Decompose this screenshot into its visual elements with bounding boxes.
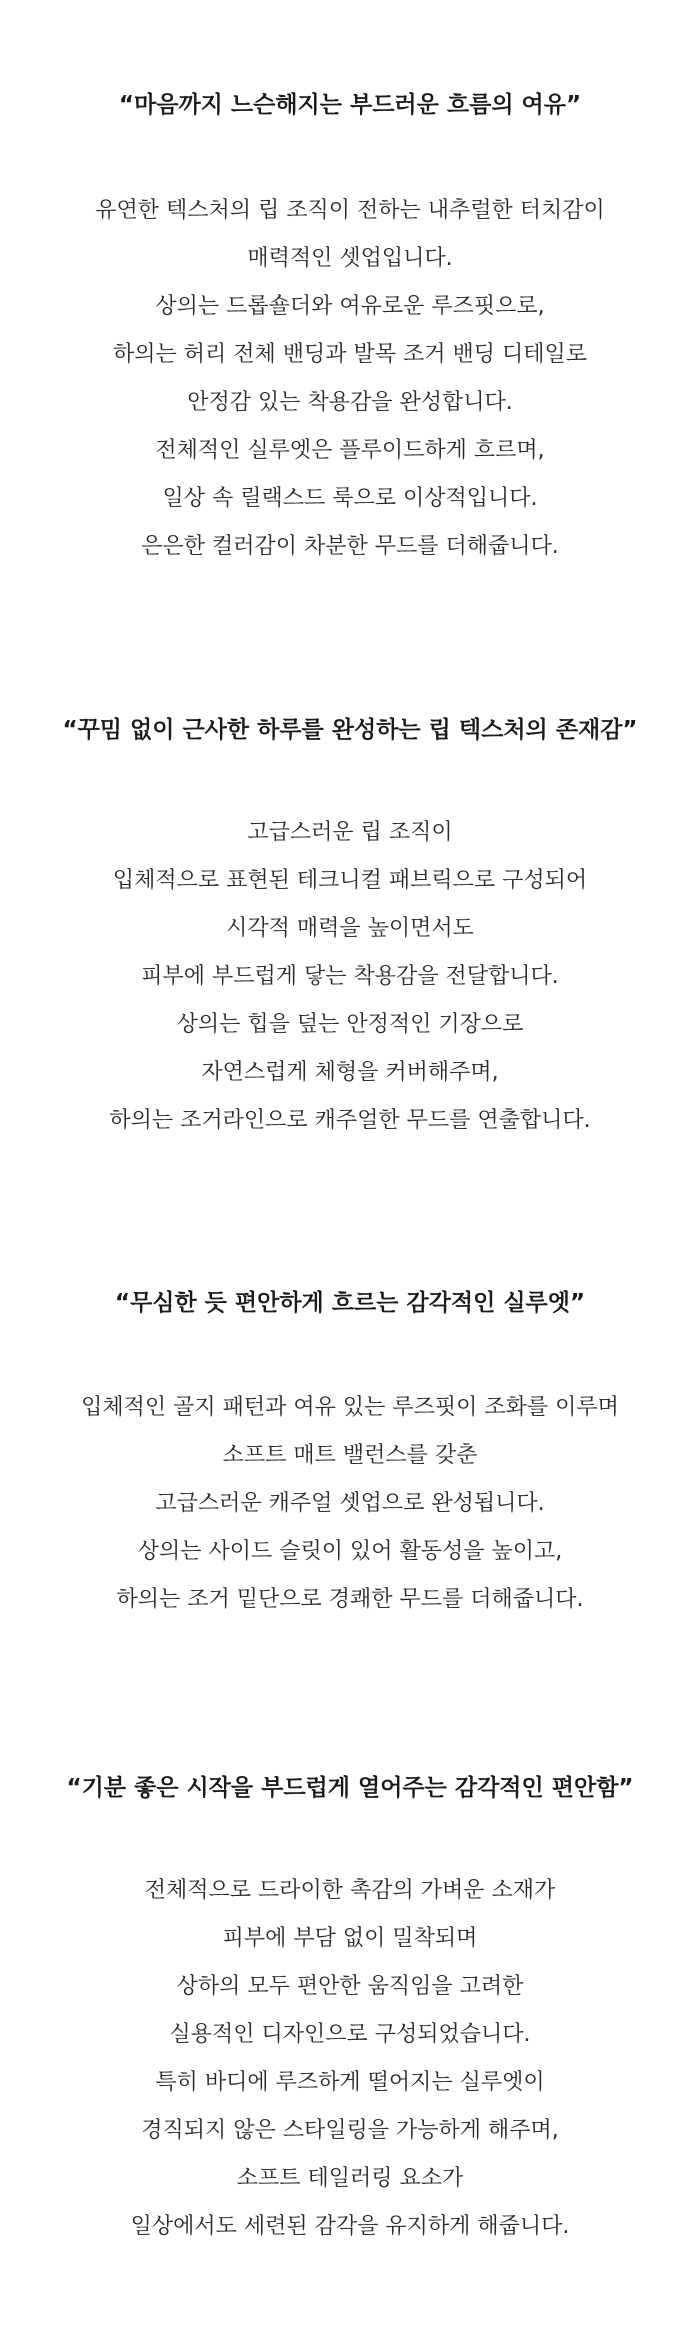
section-title: “꾸밈 없이 근사한 하루를 완성하는 립 텍스처의 존재감”: [62, 717, 638, 743]
body-line: 실용적인 디자인으로 구성되었습니다.: [169, 2022, 531, 2047]
body-line: 일상 속 릴랙스드 룩으로 이상적입니다.: [162, 486, 538, 511]
body-line: 하의는 조거라인으로 캐주얼한 무드를 연출합니다.: [109, 1108, 591, 1133]
body-line: 전체적으로 드라이한 촉감의 가벼운 소재가: [144, 1878, 556, 1903]
description-section-4: [0, 1773, 700, 2251]
body-line: 유연한 텍스처의 립 조직이 전하는 내추럴한 터치감이: [95, 198, 605, 223]
body-line: 전체적인 실루엣은 플루이드하게 흐르며,: [155, 438, 545, 463]
body-line: 일상에서도 세련된 감각을 유지하게 해줍니다.: [130, 2214, 570, 2239]
body-line: 상하의 모두 편안한 움직임을 고려한: [176, 1974, 524, 1999]
body-line: 특히 바디에 루즈하게 떨어지는 실루엣이: [155, 2070, 545, 2095]
body-line: 매력적인 셋업입니다.: [247, 246, 453, 271]
section-title: “마음까지 느슨해지는 부드러운 흐름의 여유”: [118, 92, 582, 118]
body-line: 하의는 조거 밑단으로 경쾌한 무드를 더해줍니다.: [116, 1587, 584, 1612]
section-body: [0, 187, 700, 571]
body-line: 고급스러운 캐주얼 셋업으로 완성됩니다.: [155, 1491, 545, 1516]
body-line: 상의는 드롭숄더와 여유로운 루즈핏으로,: [155, 294, 545, 319]
body-line: 시각적 매력을 높이면서도: [226, 916, 474, 941]
body-line: 상의는 힙을 덮는 안정적인 기장으로: [176, 1012, 524, 1037]
body-line: 입체적인 골지 패턴과 여유 있는 루즈핏이 조화를 이루며: [81, 1395, 619, 1420]
description-section-3: [0, 1288, 700, 1624]
body-line: 피부에 부드럽게 닿는 착용감을 전달합니다.: [141, 964, 559, 989]
body-line: 은은한 컬러감이 차분한 무드를 더해줍니다.: [141, 534, 559, 559]
body-line: 고급스러운 립 조직이: [247, 820, 453, 845]
description-section-1: [0, 90, 700, 571]
body-line: 하의는 허리 전체 밴딩과 발목 조거 밴딩 디테일로: [113, 342, 587, 367]
body-line: 자연스럽게 체형을 커버해주며,: [201, 1060, 499, 1085]
body-line: 소프트 매트 밸런스를 갖춘: [222, 1443, 478, 1468]
section-body: [0, 1384, 700, 1624]
section-title: “무심한 듯 편안하게 흐르는 감각적인 실루엣”: [114, 1290, 586, 1316]
body-line: 경직되지 않은 스타일링을 가능하게 해주며,: [141, 2118, 559, 2143]
section-body: [0, 1867, 700, 2251]
body-line: 피부에 부담 없이 밀착되며: [222, 1926, 478, 1951]
body-line: 안정감 있는 착용감을 완성합니다.: [187, 390, 513, 415]
description-section-2: [0, 715, 700, 1145]
body-line: 입체적으로 표현된 테크니컬 패브릭으로 구성되어: [112, 868, 588, 893]
section-title: “기분 좋은 시작을 부드럽게 열어주는 감각적인 편안함”: [66, 1775, 634, 1801]
section-body: [0, 809, 700, 1145]
body-line: 소프트 테일러링 요소가: [236, 2166, 464, 2191]
body-line: 상의는 사이드 슬릿이 있어 활동성을 높이고,: [137, 1539, 563, 1564]
